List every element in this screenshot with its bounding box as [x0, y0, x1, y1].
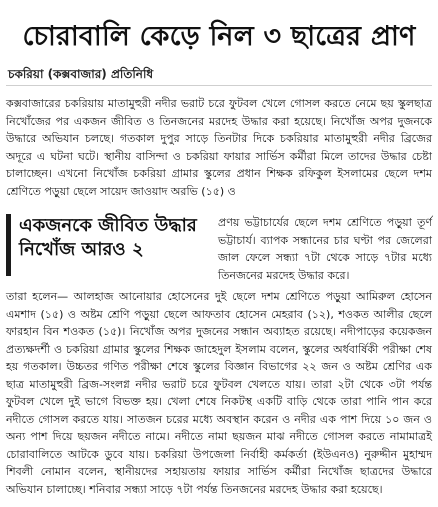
pull-quote-text: একজনকে জীবিত উদ্ধার নিখোঁজ আরও ২ [19, 215, 197, 260]
headline: চোরাবালি কেড়ে নিল ৩ ছাত্রের প্রাণ [22, 21, 416, 52]
previous-article-fragment [0, 0, 438, 6]
pull-quote-row [6, 214, 432, 282]
byline: চকরিয়া (কক্সবাজার) প্রতিনিধি [8, 67, 154, 81]
pull-quote [6, 214, 206, 276]
divider [6, 85, 432, 86]
body-paragraph-1: কক্সবাজারের চকরিয়ায় মাতামুহুরী নদীর ভরাট চরে ফুটবল খেলে গোসল করতে নেমে ছয় স্কুলছাত্র নিখোঁজের পর একজন জীবিত ও তিনজনের মরদেহ উদ্ধার করা হয়েছে। নিখোঁজ অপর দুজনকে উদ্ধারে অভিযান চলছে। গতকাল দুপুর সাড়ে তিনটার দিকে চকরিয়ার মাতামুহুরী নদীর ব্রিজের অদূরে এ ঘটনা ঘটে। স্থানীয় বাসিন্দা ও চকরিয়া ফায়ার সার্ভিস কর্মীরা মিলে তাদের উদ্ধার চেষ্টা চালাচ্ছেন। এখনো নিখোঁজ চকরিয়া গ্রামার স্কুলের প্রধান শিক্ষক রফিকুল ইসলামের ছেলে দশম শ্রেণিতে পড়ুয়া ছেলে সায়েদ জাওয়াদ অরভি (১৫) ও [6, 97, 432, 198]
body-paragraph-2: প্রণয় ভট্টাচার্যের ছেলে দশম শ্রেণিতে পড়ুয়া তূর্ণ ভট্টাচার্য। ব্যাপক সন্ধানের চার ঘণ্টা পর জেলেরা জাল ফেলে সন্ধ্যা ৭টা থেকে সাড়ে ৭টার মধ্যে তিনজনের মরদেহ উদ্ধার করে। [218, 216, 432, 282]
body-paragraph-3: তারা হলেন— আলহাজ আনোয়ার হোসেনের দুই ছেলে দশম শ্রেণিতে পড়ুয়া আমিরুল হোসেন এমশাদ (১৫) ও অষ্টম শ্রেণি পড়ুয়া ছেলে আফতাব হোসেন মেহরাব (১২), শওকত আলীর ছেলে ফারহান বিন শওকত (১৫)। নিখোঁজ অপর দুজনের সন্ধান অব্যাহত রয়েছে। নদীপাড়ের কয়েকজন প্রত্যক্ষদর্শী ও চকরিয়া গ্রামার স্কুলের শিক্ষক জাহেদুল ইসলাম বলেন, স্কুলের অর্ধবার্ষিকী পরীক্ষা শেষ হয় গতকাল। উচ্চতর গণিত পরীক্ষা শেষে স্কুলের বিজ্ঞান বিভাগের ২২ জন ও অষ্টম শ্রেণির এক ছাত্র মাতামুহুরী ব্রিজ-সংলগ্ন নদীর ভরাট চরে ফুটবল খেলতে যায়। তারা ২টা থেকে ৩টা পর্যন্ত ফুটবল খেলে দুই ভাগে বিভক্ত হয়। খেলা শেষে নিকটস্থ একটি বাড়ি থেকে তারা পানি পান করে নদীতে গোসল করতে যায়। সাতজন চরের মধ্যে অবস্থান করেন ও নদীর এক পাশ দিয়ে ১০ জন ও অন্য পাশ দিয়ে ছয়জন নদীতে নামে। নদীতে নামা ছয়জন মাঝ নদীতে গোসল করতে নামামাত্রই চোরাবালিতে আটকে ডুবে যায়। চকরিয়া উপজেলা নির্বাহী কর্মকর্তা (ইউএনও) নুরুদ্দীন মুহাম্মদ শিবলী নোমান বলেন, স্থানীয়দের সহায়তায় ফায়ার সার্ভিস কর্মীরা নিখোঁজ ছাত্রদের উদ্ধারে অভিযান চালাচ্ছে। শনিবার সন্ধ্যা সাড়ে ৭টা পর্যন্ত তিনজনের মরদেহ উদ্ধার করা হয়েছে। [6, 290, 432, 496]
